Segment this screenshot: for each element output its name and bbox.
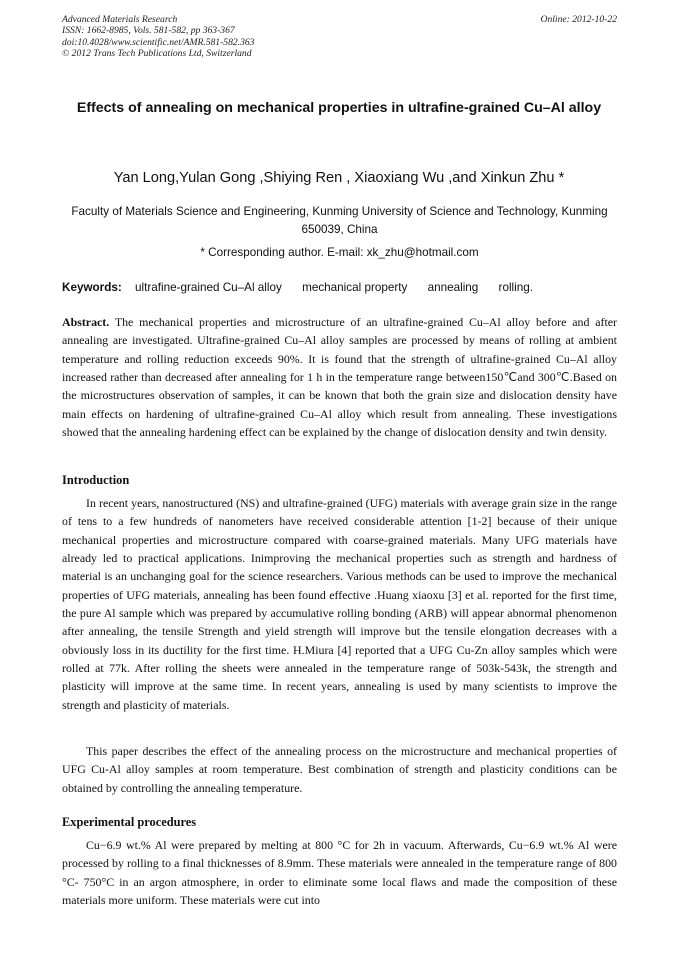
introduction-paragraph-2: This paper describes the effect of the annealing process on the microstructure and mechanical properties of UFG Cu-Al alloy samples at room temperature. Best combination of strength and plasticity conditions can be obtained by controlling the annealing temperature.: [62, 744, 617, 795]
journal-header: [62, 14, 617, 60]
introduction-paragraph-1: In recent years, nanostructured (NS) and ultrafine-grained (UFG) materials with average grain size in the range of tens to a few hundreds of nanometers have received considerable attention [1-2] because of their unique mechanical properties and microstructure compared with coarse-grained materials. Many UFG materials have already led to practical applications. Inimproving the mechanical properties such as strength and hardness of material is an unchanging goal for the science researchers. Various methods can be used to improve the mechanical properties of UFG materials, annealing has been found effective .Huang xiaoxu [3] et al. reported for the first time, the pure Al sample which was prepared by accumulative rolling bonding (ARB) will appear abnormal phenomenon after annealing, the tensile Strength and yield strength will improve but the tensile elongation decreases with a obviously loss in its ductility for the first time. H.Miura [4] reported that a UFG Cu-Zn alloy samples which were rolled at 77k. After rolling the sheets were annealed in the temperature range of 503k-543k, the strength and plasticity will improve at the same time. In recent years, annealing is used by many scientists to improve the strength and plasticity of materials.: [62, 496, 617, 712]
keyword-item: ultrafine-grained Cu–Al alloy: [135, 281, 282, 294]
paper-title: Effects of annealing on mechanical properties in ultrafine-grained Cu–Al alloy: [76, 100, 602, 116]
journal-issn: ISSN: 1662-8985, Vols. 581-582, pp 363-367: [62, 25, 235, 37]
abstract-label: Abstract.: [62, 315, 110, 329]
affiliation: Faculty of Materials Science and Engineering, Kunming University of Science and Technology, Kunming 650039, China: [71, 205, 608, 236]
experimental-paragraph-1: Cu−6.9 wt.% Al were prepared by melting at 800 °C for 2h in vacuum. Afterwards, Cu−6.9 wt.% Al were processed by rolling to a final thicknesses of 8.9mm. These materials were annealed in the temperature range of 800 °C- 750°C in an argon atmosphere, in order to eliminate some local flaws and made the composition of these materials more uniform. These materials were cut into: [62, 838, 617, 908]
journal-name: Advanced Materials Research: [62, 14, 178, 25]
online-date: Online: 2012-10-22: [540, 14, 617, 25]
keywords: [62, 280, 617, 296]
abstract-text: The mechanical properties and microstructure of an ultrafine-grained Cu–Al alloy before and after annealing are investigated. Ultrafine-grained Cu–Al alloy samples are processed by means of rolling at ambient temperature and rolling reduction exceeds 90%. It is found that the strength of ultrafine-grained Cu–Al alloy increased rather than decreased after annealing for 1 h in the temperature range between150℃and 300℃.Based on the microstructures observation of samples, it can be known that both the grain size and dislocation density have main effects on hardening of ultrafine-grained Cu–Al alloy which result from annealing. These investigations showed that the annealing hardening effect can be explained by the change of dislocation density and twin density.: [62, 315, 617, 440]
journal-copyright: © 2012 Trans Tech Publications Ltd, Switzerland: [62, 48, 252, 60]
section-heading-introduction: Introduction: [62, 473, 130, 487]
keyword-item: annealing: [427, 281, 479, 294]
corresponding-author: * Corresponding author. E-mail: xk_zhu@hotmail.com: [200, 246, 479, 259]
journal-doi: doi:10.4028/www.scientific.net/AMR.581-582.363: [62, 36, 255, 48]
section-heading-experimental: Experimental procedures: [62, 815, 197, 829]
keywords-label: Keywords:: [62, 281, 122, 294]
author-list: Yan Long,Yulan Gong ,Shiying Ren , Xiaoxiang Wu ,and Xinkun Zhu *: [113, 170, 565, 186]
keyword-item: rolling.: [498, 281, 533, 294]
abstract: [62, 313, 617, 441]
keyword-item: mechanical property: [302, 281, 408, 294]
